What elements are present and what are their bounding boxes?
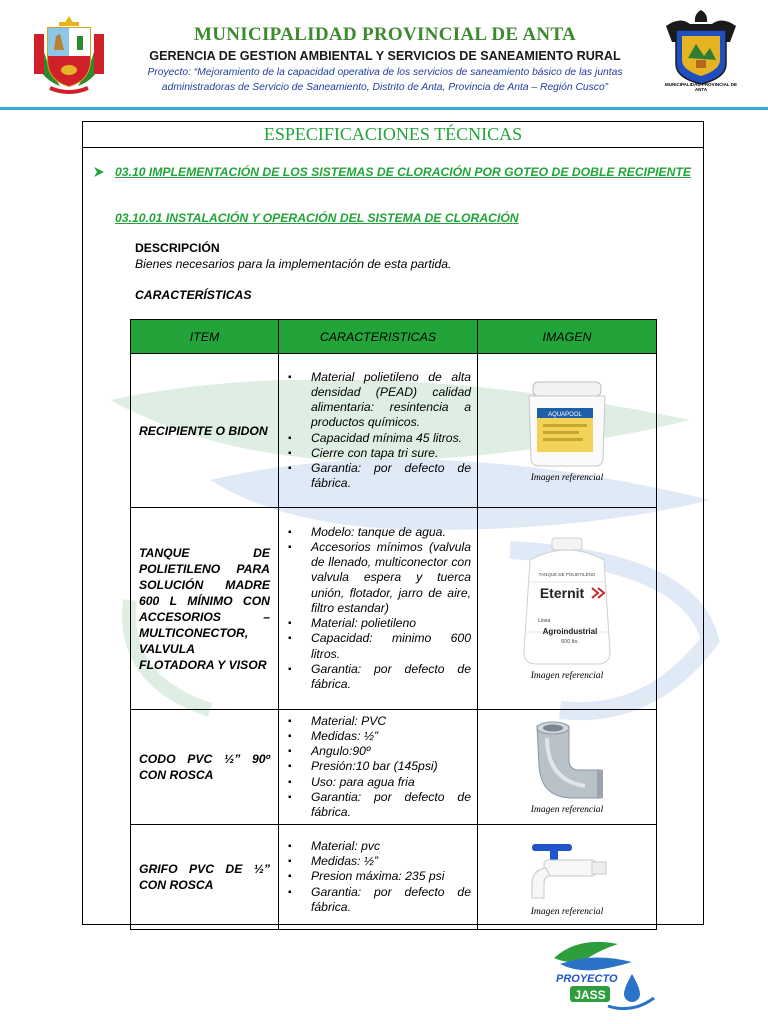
project-line-2: administradoras de Servicio de Saneamiento, Distrito de Anta, Provincia de Anta – Región Cusco” (161, 81, 609, 93)
characteristics-label: CARACTERÍSTICAS (135, 288, 252, 302)
item-characteristics (279, 354, 478, 508)
feature-item: ▪ Presion máxima: 235 psi (285, 869, 471, 884)
feature-item: ▪ Garantia: por defecto de fábrica. (285, 790, 471, 820)
column-header-image: IMAGEN (478, 320, 657, 354)
tank-top-label: TANQUE DE POLIETILENO (538, 572, 596, 577)
feature-item: ▪ Material: PVC (285, 714, 471, 729)
table-row (131, 825, 657, 930)
feature-item: ▪ Medidas: ½” (285, 854, 471, 869)
table-row (131, 508, 657, 710)
table-header-row (131, 320, 657, 354)
description-text: Bienes necesarios para la implementación de esta partida. (135, 257, 452, 271)
footer-logo-line2: JASS (574, 988, 606, 1002)
proyecto-jass-footer-logo (548, 936, 658, 1016)
feature-item: ▪ Material: pvc (285, 839, 471, 854)
image-caption: Imagen referencial (530, 670, 604, 681)
item-name: GRIFO PVC DE ½” CON ROSCA (131, 825, 279, 930)
item-image-cell (478, 710, 657, 825)
project-description (112, 66, 658, 95)
bucket-container-image (519, 378, 615, 470)
column-header-characteristics: CARACTERISTICAS (279, 320, 478, 354)
pvc-elbow-image (527, 720, 607, 802)
item-image-cell (478, 508, 657, 710)
column-header-item: ITEM (131, 320, 279, 354)
table-row (131, 354, 657, 508)
feature-item: ▪ Garantia: por defecto de fábrica. (285, 885, 471, 915)
bucket-brand-label: AQUAPOOL (548, 412, 582, 418)
tank-model-label: Agroindustrial (542, 627, 598, 636)
feature-item: ▪ Angulo:90º (285, 744, 471, 759)
feature-item: ▪ Cierre con tapa tri sure. (285, 446, 471, 461)
right-logo-caption: MUNICIPALIDAD PROVINCIAL DE ANTA (664, 82, 738, 92)
item-name: CODO PVC ½” 90º CON ROSCA (131, 710, 279, 825)
item-characteristics (279, 825, 478, 930)
footer-logo-line1: PROYECTO (556, 973, 618, 985)
heading-03-10: 03.10 IMPLEMENTACIÓN DE LOS SISTEMAS DE CLORACIÓN POR GOTEO DE DOBLE RECIPIENTE (115, 165, 692, 179)
specifications-table (130, 319, 657, 930)
pvc-faucet-image (524, 838, 610, 904)
feature-item: ▪ Capacidad mínima 45 litros. (285, 431, 471, 446)
header-divider-line (0, 107, 768, 110)
item-characteristics (279, 710, 478, 825)
heading-03-10-01: 03.10.01 INSTALACIÓN Y OPERACIÓN DEL SISTEMA DE CLORACIÓN (115, 211, 519, 225)
water-tank-image (512, 536, 622, 668)
feature-item: ▪ Material: polietileno (285, 616, 471, 631)
peru-coat-of-arms-logo (30, 10, 108, 96)
management-subtitle: GERENCIA DE GESTION AMBIENTAL Y SERVICIOS DE SANEAMIENTO RURAL (149, 49, 621, 63)
tank-brand-label: Eternit (539, 585, 585, 601)
image-caption: Imagen referencial (530, 803, 604, 815)
item-name: TANQUE DE POLIETILENO PARA SOLUCIÓN MADRE 600 L MÍNIMO CON ACCESORIOS – MULTICONECTOR, VALVULA FLOTADORA Y VISOR (131, 508, 279, 710)
feature-item: ▪ Accesorios mínimos (valvula de llenado, multiconector con valvula espera y tuerca unión, flotador, jarro de aire, filtro estandar) (285, 540, 471, 616)
feature-item: ▪ Garantia: por defecto de fábrica. (285, 662, 471, 692)
feature-item: ▪ Material polietileno de alta densidad (PEAD) calidad alimentaria: resintencia a productos químicos. (285, 370, 471, 431)
feature-item: ▪ Modelo: tanque de agua. (285, 525, 471, 540)
item-characteristics (279, 508, 478, 710)
section-title: ESPECIFICACIONES TÉCNICAS (83, 122, 703, 148)
project-line-1: Proyecto: “Mejoramiento de la capacidad operativa de los servicios de saneamiento básico de las juntas (147, 67, 623, 78)
arrow-bullet-icon (92, 165, 106, 179)
document-header (0, 0, 768, 112)
municipality-title: MUNICIPALIDAD PROVINCIAL DE ANTA (193, 24, 577, 45)
item-name: RECIPIENTE O BIDON (131, 354, 279, 508)
description-label: DESCRIPCIÓN (135, 241, 220, 255)
item-image-cell (478, 354, 657, 508)
feature-item: ▪ Presión:10 bar (145psi) (285, 759, 471, 774)
tank-capacity-label: 600 lts. (561, 639, 579, 645)
feature-item: ▪ Garantia: por defecto de fábrica. (285, 461, 471, 491)
image-caption: Imagen referencial (530, 905, 604, 917)
tank-line-label: Linea (538, 618, 551, 624)
specifications-frame (82, 121, 704, 925)
table-row (131, 710, 657, 825)
image-caption: Imagen referencial (530, 472, 604, 483)
feature-item: ▪ Capacidad: minimo 600 litros. (285, 631, 471, 661)
feature-item: ▪ Uso: para agua fria (285, 775, 471, 790)
item-image-cell (478, 825, 657, 930)
feature-item: ▪ Medidas: ½” (285, 729, 471, 744)
